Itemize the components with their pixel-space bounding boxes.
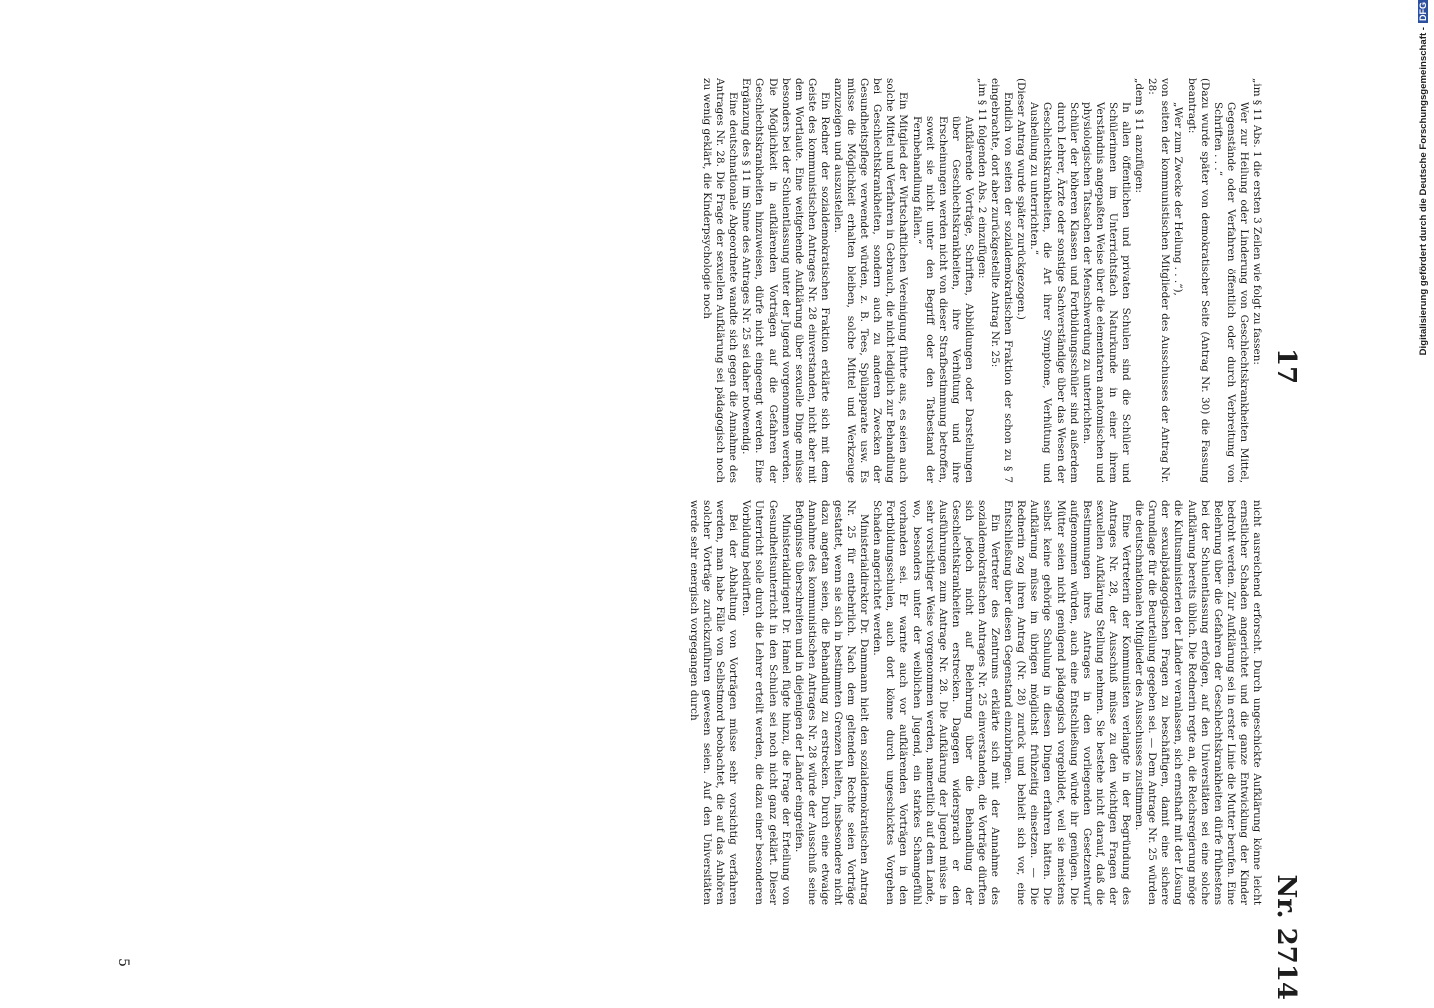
paragraph: Ein Redner der sozialdemokratischen Fraktion erklärte sich mit dem Geiste des kommunistischen Antrages Nr. 28 einverstanden, nicht aber mit dem Wortlaute. Eine weitgehende Aufklärung über sexuelle Dinge müsse besonders bei der Schulentlassung unter der Jugend vorgenommen werden. Die Möglichkeit in aufklärenden Vorträgen auf die Gefahren der Geschlechtskrankheiten hinzuweisen, dürfe nicht eingeengt werden. Eine Ergänzung des § 11 im Sinne des Antrages Nr. 25 sei daher notwendig. [740,78,831,483]
quoted-paragraph: Wer zur Heilung oder Linderung von Geschlechtskrankheiten Mittel, Gegenstände oder Verfahren öffentlich oder durch Verbreitung von Schriften . . .“ [1211,102,1250,483]
document-number: Nr. 2714 [1271,874,1301,1000]
quoted-paragraph: Schüler der höheren Klassen und Fortbildungsschüler sind außerdem durch Lehrer, Ärzte oder sonstige Sachverständige über das Wesen der Geschlechtskrankheiten, die Art ihrer Symptome, Verhütung und Ausheilung zu unterrichten.“ [1028,102,1080,483]
quoted-paragraph: In allen öffentlichen und privaten Schulen sind die Schüler und Schülerinnen im Unterrichtsfach Naturkunde in einer ihrem Verständnis angepaßten Weise über die elementaren anatomischen und physiologischen Tatsachen der Menschwerdung zu unterrichten. [1080,102,1133,483]
paragraph: (Dieser Antrag wurde später zurückgezogen.) [1015,78,1028,320]
paragraph: von seiten der kommunistischen Mitglieder des Ausschusses der Antrag Nr. 28: [1146,78,1172,483]
page-number: 17 [1271,348,1301,385]
paragraph: Bei der Abhaltung von Vorträgen müsse sehr vorsichtig verfahren werden, man habe Fälle von Selbstmord beobachtet, die auf das Anhören solcher Vorträge zurückzuführen gewesen seien. Auf den Universitäten werde sehr energisch vorgegangen durch [687,500,740,905]
signature-mark: 5 [115,958,131,967]
left-text-column [700,78,1263,483]
paragraph: Eine deutschnationale Abgeordnete wandte sich gegen die Annahme des Antrages Nr. 28. Die Frage der sexuellen Aufklärung sei pädagogisch noch zu wenig geklärt, die Kinderpsychologie noch [701,78,740,483]
paragraph: „im § 11 folgenden Abs. 2 einzufügen: [976,78,989,279]
paragraph: Ministerialdirektor Dr. Dammann hielt den sozialdemokratischen Antrag Nr. 25 für entbehrlich. Nach dem geltenden Rechte seien Vorträge gestattet, wenn sie sich in bestimmten Grenzen hielten, insbesondere nicht dazu angetan seien, die Behandlung zu erstrecken. Durch eine etwaige Annahme des kommunistischen Antrages Nr. 28 würde der Ausschuß seine Befugnisse überschreiten und in diejenigen der Länder eingreifen. [792,500,871,905]
paragraph: Ministerialdirigent Dr. Hamel fügte hinzu, die Frage der Erteilung von Gesundheitsunterricht in den Schulen sei noch nicht ganz geklärt. Dieser Unterricht solle durch die Lehrer erteilt werden, die dazu einer besonderen Vorbildung bedürften. [740,500,792,905]
rotated-document-page [95,78,1305,1008]
paragraph: „im § 11 Abs. 1 die ersten 3 Zeilen wie folgt zu fassen: [1251,78,1263,365]
paragraph: Ein Vertreter des Zentrums erklärte sich mit der Annahme des sozialdemokratischen Antrages Nr. 25 einverstanden, die Vorträge dürften sich jedoch nicht auf Belehrung über die Behandlung der Geschlechtskrankheiten erstrecken. Dagegen widersprach er den Ausführungen zum Antrage Nr. 28. Die Aufklärung der Jugend müsse in sehr vorsichtiger Weise vorgenommen werden, namentlich auf dem Lande, wo, besonders unter der weiblichen Jugend, ein starkes Schamgefühl vorhanden sei. Er warnte auch vor aufklärenden Vorträgen in den Fortbildungsschulen, auch dort könne durch ungeschicktes Vorgehen Schaden angerichtet werden. [871,500,1002,905]
digitization-credit [1418,0,1432,1000]
paragraph: Endlich von seiten der sozialdemokratischen Fraktion der schon zu § 7 eingebrachte, dort aber zurückgestellte Antrag Nr. 25: [989,78,1015,483]
paragraph: Eine Vertreterin der Kommunisten verlangte in der Begründung des Antrages Nr. 28, der Ausschuß müsse zu den wichtigen Fragen der sexuellen Aufklärung Stellung nehmen. Sie bestehe nicht darauf, daß die Bestimmungen ihres Antrages in den vorliegenden Gesetzentwurf aufgenommen würden, auch eine Entschließung würde ihr genügen. Die Mütter seien nicht genügend pädagogisch vorgebildet, weil sie meistens selbst keine gehörige Schulung in diesen Dingen erfahren hätten. Die Aufklärung müsse im übrigen möglichst frühzeitig einsetzen. — Die Rednerin zog ihren Antrag (Nr. 28) zurück und behielt sich vor, eine Entschließung über diesen Gegenstand einzubringen. [1002,500,1133,905]
digitization-credit-text: Digitalisierung gefördert durch die Deutsche Forschungsgemeinschaft - [1418,27,1429,356]
paragraph: Ein Mitglied der Wirtschaftlichen Vereinigung führte aus, es seien auch solche Mittel und Verfahren in Gebrauch, die nicht lediglich zur Behandlung bei Geschlechtskrankheiten, sondern auch zu anderen Zwecken der Gesundheitspflege verwendet würden, z. B. Tees, Spülapparate usw. Es müsse die Möglichkeit erhalten bleiben, solche Mittel und Werkzeuge anzuzeigen und auszustellen. [832,78,910,483]
quoted-paragraph: „Wer zum Zwecke der Heilung . . .“), [1172,102,1185,296]
paragraph: nicht ausreichend erforscht. Durch ungeschickte Aufklärung könne leicht ernstlicher Schaden angerichtet und die ganze Entwicklung der Kinder bedroht werden. Zur Aufklärung sei in erster Linie die Mutter berufen. Eine Belehrung über die Gefahren der Geschlechtskrankheiten dürfe frühestens bei der Schulentlassung erfolgen, auf den Universitäten sei eine solche Aufklärung bereits üblich. Die Rednerin regte an, die Reichsregierung möge die Kultusministerien der Länder veranlassen, sich ernsthaft mit der Lösung der sexualpädagogischen Fragen zu beschäftigen, damit eine sichere Grundlage für die Beurteilung gegeben sei. — Dem Antrage Nr. 25 würden die deutschnationalen Mitglieder des Ausschusses zustimmen. [1133,500,1263,905]
dfg-logo: DFG [1418,2,1428,21]
paragraph: „dem § 11 anzufügen: [1133,78,1146,193]
paragraph: (Dazu wurde später von demokratischer Seite (Antrag Nr. 30) die Fassung beantragt: [1185,78,1211,483]
quoted-paragraph: Aufklärende Vorträge, Schriften, Abbildungen oder Darstellungen über Geschlechtskrankheiten, ihre Verhütung und ihre Erscheinungen werden nicht von dieser Strafbestimmung betroffen, soweit sie nicht unter den Begriff oder den Tatbestand der Fernbehandlung fallen.“ [910,116,975,483]
right-text-column [687,500,1263,905]
page-header [1265,78,1305,1008]
